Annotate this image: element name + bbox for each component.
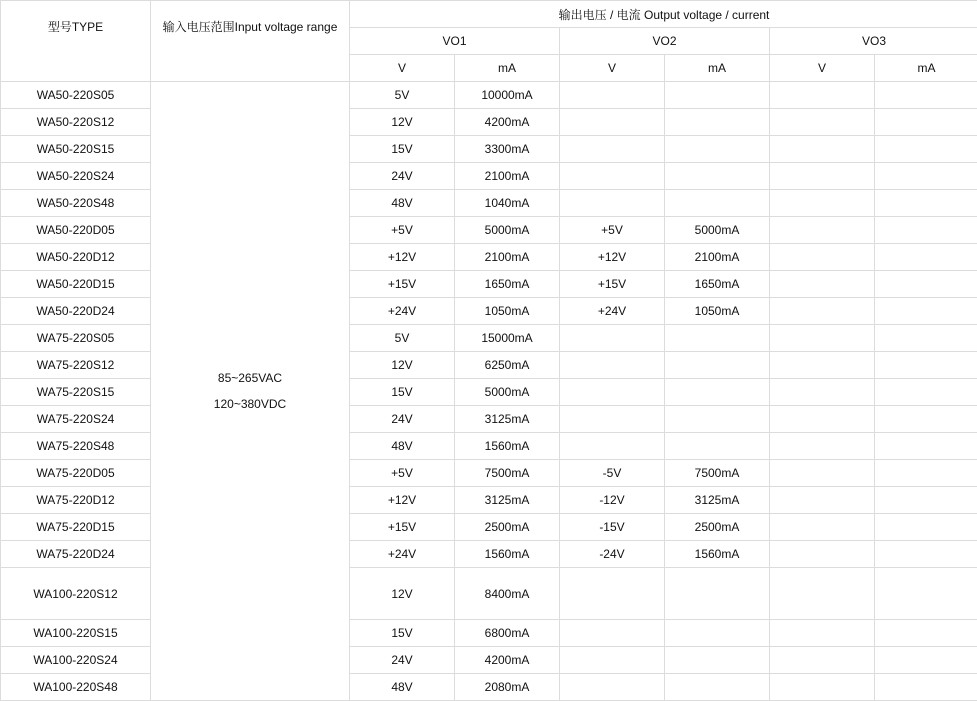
- vo2-current-cell: [665, 82, 770, 109]
- vo3-current-cell: [875, 244, 977, 271]
- model-type-cell: WA50-220S12: [1, 109, 151, 136]
- vo1-voltage-cell: 48V: [350, 433, 455, 460]
- vo1-voltage-cell: 15V: [350, 620, 455, 647]
- vo3-current-cell: [875, 136, 977, 163]
- vo3-current-cell: [875, 674, 977, 701]
- vo2-voltage-cell: -5V: [560, 460, 665, 487]
- vo2-current-cell: [665, 647, 770, 674]
- vo1-voltage-cell: +5V: [350, 217, 455, 244]
- vo2-current-cell: 1650mA: [665, 271, 770, 298]
- vo1-voltage-cell: +12V: [350, 487, 455, 514]
- vo1-current-cell: 3125mA: [455, 406, 560, 433]
- vo2-current-cell: [665, 379, 770, 406]
- vo1-current-cell: 2080mA: [455, 674, 560, 701]
- vo3-voltage-cell: [770, 568, 875, 620]
- vo2-voltage-cell: +5V: [560, 217, 665, 244]
- vo1-current-cell: 4200mA: [455, 647, 560, 674]
- vo3-voltage-cell: [770, 647, 875, 674]
- vo2-current-cell: 5000mA: [665, 217, 770, 244]
- model-type-cell: WA75-220D24: [1, 541, 151, 568]
- vo3-voltage-cell: [770, 460, 875, 487]
- vo1-voltage-cell: +24V: [350, 541, 455, 568]
- table-row: [1, 541, 977, 568]
- vo1-current-cell: 1040mA: [455, 190, 560, 217]
- vo2-voltage-cell: -15V: [560, 514, 665, 541]
- table-row: [1, 190, 977, 217]
- vo1-current-cell: 1050mA: [455, 298, 560, 325]
- vo3-current-cell: [875, 298, 977, 325]
- table-row: [1, 163, 977, 190]
- vo1-current-cell: 2100mA: [455, 163, 560, 190]
- vo2-voltage-cell: [560, 406, 665, 433]
- vo3-current-cell: [875, 352, 977, 379]
- vo2-current-cell: [665, 674, 770, 701]
- vo1-voltage-cell: 48V: [350, 190, 455, 217]
- table-row: [1, 647, 977, 674]
- vo1-voltage-cell: 15V: [350, 379, 455, 406]
- vo2-voltage-cell: [560, 379, 665, 406]
- model-type-cell: WA50-220S15: [1, 136, 151, 163]
- vo3-v-header: V: [770, 55, 875, 82]
- vo2-header: VO2: [560, 28, 770, 55]
- vo3-current-cell: [875, 487, 977, 514]
- vo1-current-cell: 1560mA: [455, 541, 560, 568]
- model-type-cell: WA50-220S24: [1, 163, 151, 190]
- model-type-cell: WA75-220D15: [1, 514, 151, 541]
- vo1-current-cell: 8400mA: [455, 568, 560, 620]
- vo2-current-cell: 2100mA: [665, 244, 770, 271]
- table-row: [1, 620, 977, 647]
- table-row: [1, 487, 977, 514]
- vo1-v-header: V: [350, 55, 455, 82]
- vo2-voltage-cell: [560, 674, 665, 701]
- input-range-dc: 120~380VDC: [151, 391, 349, 417]
- vo2-current-cell: 3125mA: [665, 487, 770, 514]
- vo1-current-cell: 5000mA: [455, 379, 560, 406]
- table-row: [1, 406, 977, 433]
- vo1-current-cell: 3300mA: [455, 136, 560, 163]
- vo3-voltage-cell: [770, 514, 875, 541]
- model-type-cell: WA50-220D24: [1, 298, 151, 325]
- vo3-current-cell: [875, 217, 977, 244]
- vo2-current-cell: [665, 190, 770, 217]
- vo3-current-cell: [875, 325, 977, 352]
- vo2-voltage-cell: [560, 190, 665, 217]
- vo1-voltage-cell: +12V: [350, 244, 455, 271]
- vo2-current-cell: [665, 109, 770, 136]
- vo3-current-cell: [875, 460, 977, 487]
- vo1-current-cell: 3125mA: [455, 487, 560, 514]
- model-type-cell: WA50-220S05: [1, 82, 151, 109]
- model-type-cell: WA75-220S12: [1, 352, 151, 379]
- vo2-voltage-cell: +24V: [560, 298, 665, 325]
- vo2-ma-header: mA: [665, 55, 770, 82]
- vo1-voltage-cell: +24V: [350, 298, 455, 325]
- table-row: [1, 325, 977, 352]
- model-type-cell: WA50-220D12: [1, 244, 151, 271]
- vo3-current-cell: [875, 433, 977, 460]
- vo1-voltage-cell: 12V: [350, 352, 455, 379]
- vo1-current-cell: 6250mA: [455, 352, 560, 379]
- vo2-voltage-cell: -12V: [560, 487, 665, 514]
- vo1-voltage-cell: 15V: [350, 136, 455, 163]
- vo3-current-cell: [875, 271, 977, 298]
- vo3-voltage-cell: [770, 406, 875, 433]
- vo2-current-cell: 1560mA: [665, 541, 770, 568]
- vo2-v-header: V: [560, 55, 665, 82]
- vo2-voltage-cell: [560, 82, 665, 109]
- vo3-voltage-cell: [770, 82, 875, 109]
- vo1-header: VO1: [350, 28, 560, 55]
- table-row: [1, 82, 977, 109]
- table-row: [1, 514, 977, 541]
- vo3-current-cell: [875, 541, 977, 568]
- table-row: [1, 352, 977, 379]
- vo3-current-cell: [875, 514, 977, 541]
- vo2-voltage-cell: [560, 109, 665, 136]
- table-row: [1, 271, 977, 298]
- table-row: [1, 568, 977, 620]
- vo1-current-cell: 15000mA: [455, 325, 560, 352]
- vo2-current-cell: 1050mA: [665, 298, 770, 325]
- table-row: [1, 109, 977, 136]
- vo3-current-cell: [875, 568, 977, 620]
- vo3-voltage-cell: [770, 325, 875, 352]
- input-range-header: 输入电压范围Input voltage range: [151, 1, 350, 82]
- vo3-current-cell: [875, 620, 977, 647]
- vo1-voltage-cell: +5V: [350, 460, 455, 487]
- table-row: [1, 460, 977, 487]
- vo3-voltage-cell: [770, 217, 875, 244]
- vo1-current-cell: 10000mA: [455, 82, 560, 109]
- vo1-voltage-cell: 48V: [350, 674, 455, 701]
- vo1-voltage-cell: +15V: [350, 271, 455, 298]
- vo1-current-cell: 1560mA: [455, 433, 560, 460]
- vo3-current-cell: [875, 163, 977, 190]
- vo3-voltage-cell: [770, 487, 875, 514]
- model-type-cell: WA75-220S48: [1, 433, 151, 460]
- vo1-current-cell: 4200mA: [455, 109, 560, 136]
- vo1-voltage-cell: 5V: [350, 82, 455, 109]
- model-type-cell: WA75-220S24: [1, 406, 151, 433]
- model-type-cell: WA75-220D12: [1, 487, 151, 514]
- table-row: [1, 379, 977, 406]
- vo3-current-cell: [875, 109, 977, 136]
- vo1-current-cell: 6800mA: [455, 620, 560, 647]
- vo2-voltage-cell: [560, 136, 665, 163]
- vo3-current-cell: [875, 190, 977, 217]
- vo1-voltage-cell: +15V: [350, 514, 455, 541]
- vo3-current-cell: [875, 647, 977, 674]
- header-row-1: [1, 1, 977, 28]
- vo3-voltage-cell: [770, 379, 875, 406]
- vo3-voltage-cell: [770, 109, 875, 136]
- vo3-current-cell: [875, 379, 977, 406]
- vo1-voltage-cell: 24V: [350, 163, 455, 190]
- vo2-current-cell: [665, 406, 770, 433]
- vo1-current-cell: 7500mA: [455, 460, 560, 487]
- vo3-voltage-cell: [770, 190, 875, 217]
- vo1-ma-header: mA: [455, 55, 560, 82]
- vo2-current-cell: [665, 568, 770, 620]
- vo2-current-cell: [665, 620, 770, 647]
- vo2-voltage-cell: [560, 163, 665, 190]
- table-row: [1, 244, 977, 271]
- type-header: 型号TYPE: [1, 1, 151, 82]
- vo2-current-cell: [665, 433, 770, 460]
- model-type-cell: WA100-220S15: [1, 620, 151, 647]
- table-row: [1, 674, 977, 701]
- vo1-voltage-cell: 12V: [350, 568, 455, 620]
- vo3-voltage-cell: [770, 541, 875, 568]
- table-row: [1, 136, 977, 163]
- vo2-voltage-cell: [560, 647, 665, 674]
- vo1-current-cell: 5000mA: [455, 217, 560, 244]
- vo1-voltage-cell: 24V: [350, 406, 455, 433]
- vo3-voltage-cell: [770, 433, 875, 460]
- vo3-voltage-cell: [770, 271, 875, 298]
- vo2-voltage-cell: [560, 325, 665, 352]
- vo2-current-cell: 2500mA: [665, 514, 770, 541]
- vo3-current-cell: [875, 82, 977, 109]
- model-type-cell: WA50-220D05: [1, 217, 151, 244]
- model-type-cell: WA50-220D15: [1, 271, 151, 298]
- vo1-voltage-cell: 24V: [350, 647, 455, 674]
- vo3-voltage-cell: [770, 244, 875, 271]
- vo2-current-cell: [665, 352, 770, 379]
- input-range-ac: 85~265VAC: [151, 365, 349, 391]
- vo3-voltage-cell: [770, 620, 875, 647]
- vo2-voltage-cell: [560, 620, 665, 647]
- model-type-cell: WA75-220S05: [1, 325, 151, 352]
- vo2-voltage-cell: [560, 352, 665, 379]
- model-type-cell: WA75-220S15: [1, 379, 151, 406]
- vo1-current-cell: 2500mA: [455, 514, 560, 541]
- vo1-voltage-cell: 5V: [350, 325, 455, 352]
- model-type-cell: WA100-220S48: [1, 674, 151, 701]
- table-row: [1, 298, 977, 325]
- vo2-voltage-cell: [560, 568, 665, 620]
- vo2-current-cell: [665, 136, 770, 163]
- model-type-cell: WA75-220D05: [1, 460, 151, 487]
- table-row: [1, 217, 977, 244]
- vo1-current-cell: 2100mA: [455, 244, 560, 271]
- vo2-current-cell: 7500mA: [665, 460, 770, 487]
- vo3-header: VO3: [770, 28, 977, 55]
- vo3-voltage-cell: [770, 674, 875, 701]
- output-header: 输出电压 / 电流 Output voltage / current: [350, 1, 977, 28]
- input-range-cell: [151, 82, 350, 701]
- vo2-voltage-cell: -24V: [560, 541, 665, 568]
- vo3-current-cell: [875, 406, 977, 433]
- vo3-voltage-cell: [770, 352, 875, 379]
- vo2-current-cell: [665, 163, 770, 190]
- vo2-voltage-cell: +12V: [560, 244, 665, 271]
- vo1-current-cell: 1650mA: [455, 271, 560, 298]
- vo2-voltage-cell: +15V: [560, 271, 665, 298]
- vo3-voltage-cell: [770, 298, 875, 325]
- vo2-voltage-cell: [560, 433, 665, 460]
- vo3-ma-header: mA: [875, 55, 977, 82]
- model-type-cell: WA50-220S48: [1, 190, 151, 217]
- vo1-voltage-cell: 12V: [350, 109, 455, 136]
- vo3-voltage-cell: [770, 163, 875, 190]
- model-type-cell: WA100-220S24: [1, 647, 151, 674]
- table-row: [1, 433, 977, 460]
- vo2-current-cell: [665, 325, 770, 352]
- model-type-cell: WA100-220S12: [1, 568, 151, 620]
- vo3-voltage-cell: [770, 136, 875, 163]
